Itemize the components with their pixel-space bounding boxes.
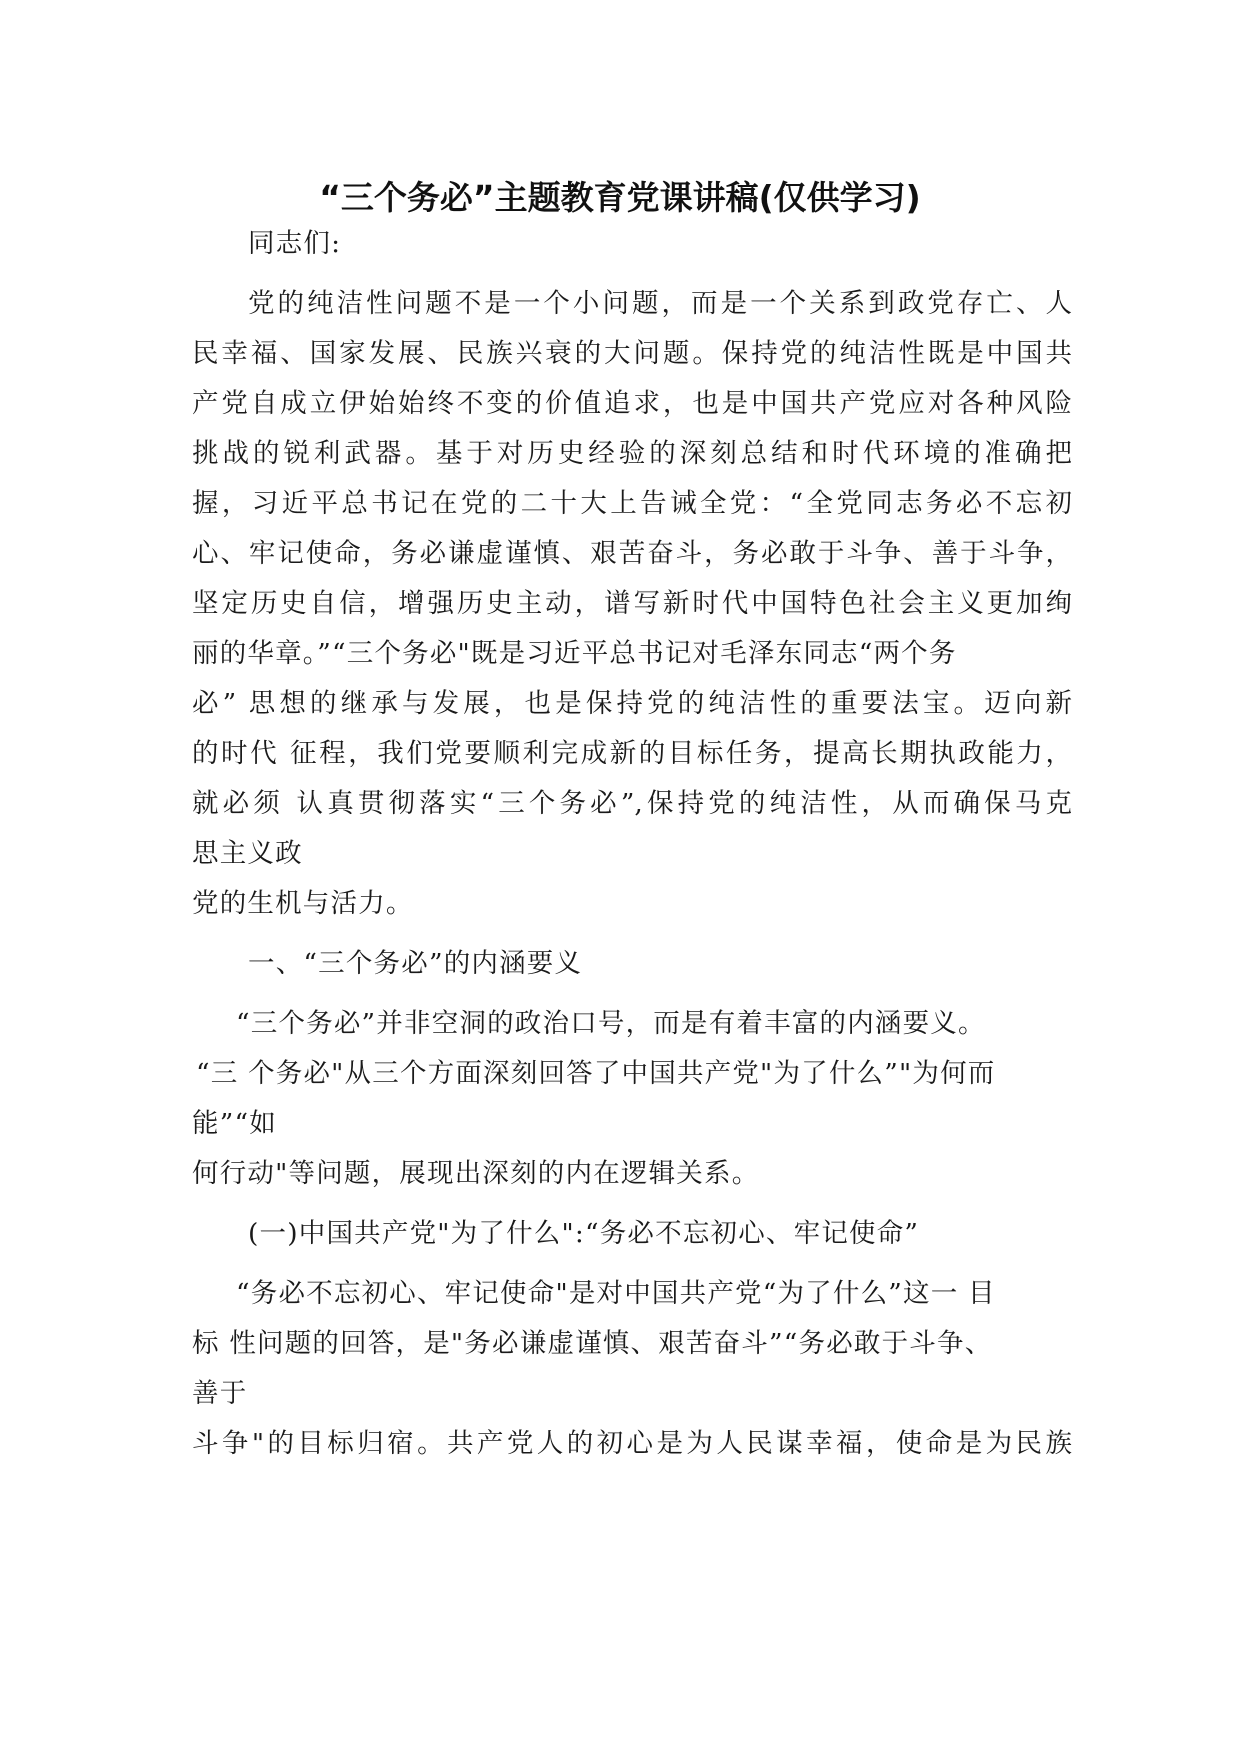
paragraph-line: 心、牢记使命，务必谦虚谨慎、艰苦奋斗，务必敢于斗争、善于斗争， — [192, 538, 1072, 569]
paragraph-line: “三 个务必"从三个方面深刻回答了中国共产党"为了什么”"为何而 — [196, 1058, 996, 1089]
paragraph-line: 能”“如 — [192, 1108, 277, 1139]
subsection-heading: (一)中国共产党"为了什么":“务必不忘初心、牢记使命” — [248, 1218, 920, 1249]
paragraph-line: 斗争"的目标归宿。共产党人的初心是为人民谋幸福，使命是为民族 — [192, 1428, 1072, 1459]
salutation: 同志们: — [248, 228, 342, 259]
paragraph-line: 的时代 征程，我们党要顺利完成新的目标任务，提高长期执政能力， — [192, 738, 1072, 769]
paragraph-line: 民幸福、国家发展、民族兴衰的大问题。保持党的纯洁性既是中国共 — [192, 338, 1072, 369]
paragraph-line: 必” 思想的继承与发展，也是保持党的纯洁性的重要法宝。迈向新 — [192, 688, 1072, 719]
paragraph-line: “务必不忘初心、牢记使命"是对中国共产党“为了什么”这一 目 — [236, 1278, 996, 1309]
paragraph-line: 就必须 认真贯彻落实“三个务必”,保持党的纯洁性，从而确保马克 — [192, 788, 1072, 819]
section-heading: 一、“三个务必”的内涵要义 — [248, 948, 583, 979]
paragraph-line: “三个务必”并非空洞的政治口号，而是有着丰富的内涵要义。 — [236, 1008, 986, 1039]
paragraph-line: 善于 — [192, 1378, 248, 1409]
paragraph-line: 丽的华章。”“三个务必"既是习近平总书记对毛泽东同志“两个务 — [192, 638, 957, 669]
paragraph-line: 产党自成立伊始始终不变的价值追求，也是中国共产党应对各种风险 — [192, 388, 1072, 419]
paragraph-line: 坚定历史自信，增强历史主动，谱写新时代中国特色社会主义更加绚 — [192, 588, 1072, 619]
paragraph-line: 标 性问题的回答，是"务必谦虚谨慎、艰苦奋斗”“务必敢于斗争、 — [192, 1328, 993, 1359]
paragraph-line: 党的纯洁性问题不是一个小问题，而是一个关系到政党存亡、人 — [248, 288, 1072, 319]
paragraph-line: 握，习近平总书记在党的二十大上告诫全党：“全党同志务必不忘初 — [192, 488, 1072, 519]
paragraph-line: 挑战的锐利武器。基于对历史经验的深刻总结和时代环境的准确把 — [192, 438, 1072, 469]
paragraph-line: 何行动"等问题，展现出深刻的内在逻辑关系。 — [192, 1158, 760, 1189]
paragraph-line: 思主义政 — [192, 838, 303, 869]
paragraph-line: 党的生机与活力。 — [192, 888, 414, 919]
document-title: “三个务必”主题教育党课讲稿(仅供学习) — [319, 178, 921, 217]
